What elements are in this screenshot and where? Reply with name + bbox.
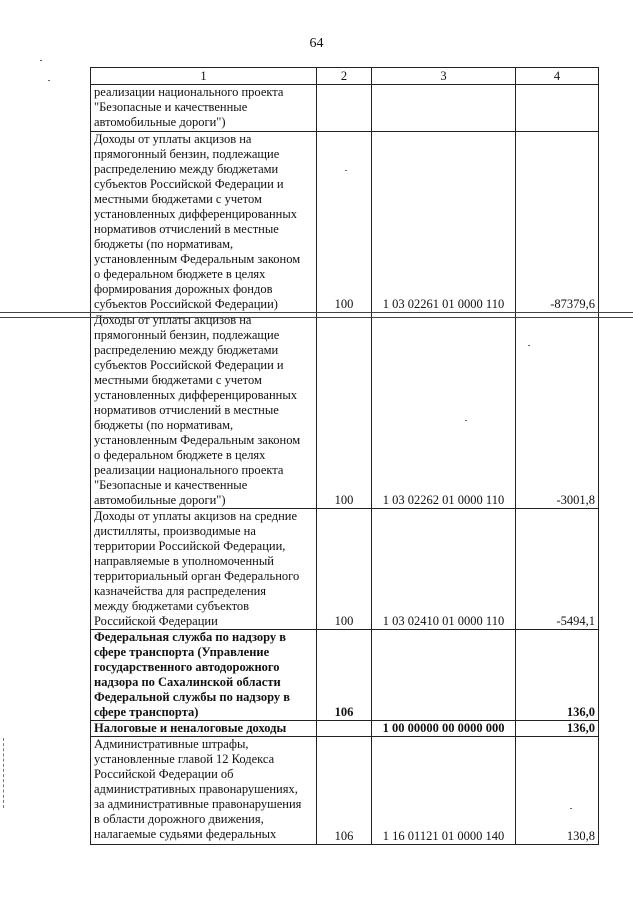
row-name-cell: Доходы от уплаты акцизов на прямогонный бензин, подлежащие распределению между бюджетами субъектов Российской Федерации и местными бюджетами с учетом установленных дифференцированных нормативов отчислений в местные бюджеты (по нормативам, установленным Федеральным законом о федеральном бюджете в целях формирования дорожных фондов субъектов Российской Федерации) <box>91 132 317 313</box>
column-header-name: 1 <box>91 68 317 85</box>
row-amount-cell: 136,0 <box>516 721 599 737</box>
row-amount-cell: -3001,8 <box>516 313 599 509</box>
scan-speck <box>528 345 530 346</box>
table-row <box>91 737 599 845</box>
table-row <box>91 721 599 737</box>
scan-speck <box>345 170 347 171</box>
row-code-cell: 1 03 02410 01 0000 110 <box>372 509 516 630</box>
table-row <box>91 85 599 132</box>
page-number: 64 <box>309 36 324 51</box>
column-header-admin: 2 <box>317 68 372 85</box>
row-amount-cell: -87379,6 <box>516 132 599 313</box>
row-amount-cell: 130,8 <box>516 737 599 845</box>
row-admin-cell: 100 <box>317 132 372 313</box>
scan-edge-mark <box>3 738 5 808</box>
row-code-cell: 1 16 01121 01 0000 140 <box>372 737 516 845</box>
row-amount-cell: -5494,1 <box>516 509 599 630</box>
scan-speck <box>465 420 467 421</box>
table-row <box>91 132 599 313</box>
row-amount-cell <box>516 85 599 132</box>
row-admin-cell <box>317 85 372 132</box>
row-name-cell: Административные штрафы, установленные главой 12 Кодекса Российской Федерации об административных правонарушениях, за административные правонарушения в области дорожного движения, налагаемые судьями федеральных <box>91 737 317 845</box>
scan-speck <box>570 808 572 809</box>
row-code-cell <box>372 630 516 721</box>
scan-speck <box>40 60 42 61</box>
row-admin-cell: 100 <box>317 509 372 630</box>
row-amount-cell: 136,0 <box>516 630 599 721</box>
table-row <box>91 630 599 721</box>
row-code-cell: 1 03 02261 01 0000 110 <box>372 132 516 313</box>
row-admin-cell: 106 <box>317 630 372 721</box>
row-name-cell: Доходы от уплаты акцизов на прямогонный бензин, подлежащие распределению между бюджетами субъектов Российской Федерации и местными бюджетами с учетом установленных дифференцированных нормативов отчислений в местные бюджеты (по нормативам, установленным Федеральным законом о федеральном бюджете в целях реализации национального проекта "Безопасные и качественные автомобильные дороги") <box>91 313 317 509</box>
row-admin-cell: 100 <box>317 313 372 509</box>
row-name-cell: Доходы от уплаты акцизов на средние дистилляты, производимые на территории Российской Федерации, направляемые в уполномоченный территориальный орган Федерального казначейства для распределения между бюджетами субъектов Российской Федерации <box>91 509 317 630</box>
row-name-cell: Налоговые и неналоговые доходы <box>91 721 317 737</box>
row-admin-cell: 106 <box>317 737 372 845</box>
row-name-cell: реализации национального проекта "Безопасные и качественные автомобильные дороги") <box>91 85 317 132</box>
header-row <box>91 68 599 85</box>
row-code-cell: 1 03 02262 01 0000 110 <box>372 313 516 509</box>
row-admin-cell <box>317 721 372 737</box>
column-header-amount: 4 <box>516 68 599 85</box>
budget-table <box>90 67 599 845</box>
column-header-code: 3 <box>372 68 516 85</box>
scan-cut-line <box>0 317 633 318</box>
row-code-cell: 1 00 00000 00 0000 000 <box>372 721 516 737</box>
table-row <box>91 313 599 509</box>
scan-speck <box>48 80 50 81</box>
row-code-cell <box>372 85 516 132</box>
row-name-cell: Федеральная служба по надзору в сфере транспорта (Управление государственного автодорожного надзора по Сахалинской области Федеральной службы по надзору в сфере транспорта) <box>91 630 317 721</box>
table-row <box>91 509 599 630</box>
scan-cut-line <box>0 312 633 313</box>
